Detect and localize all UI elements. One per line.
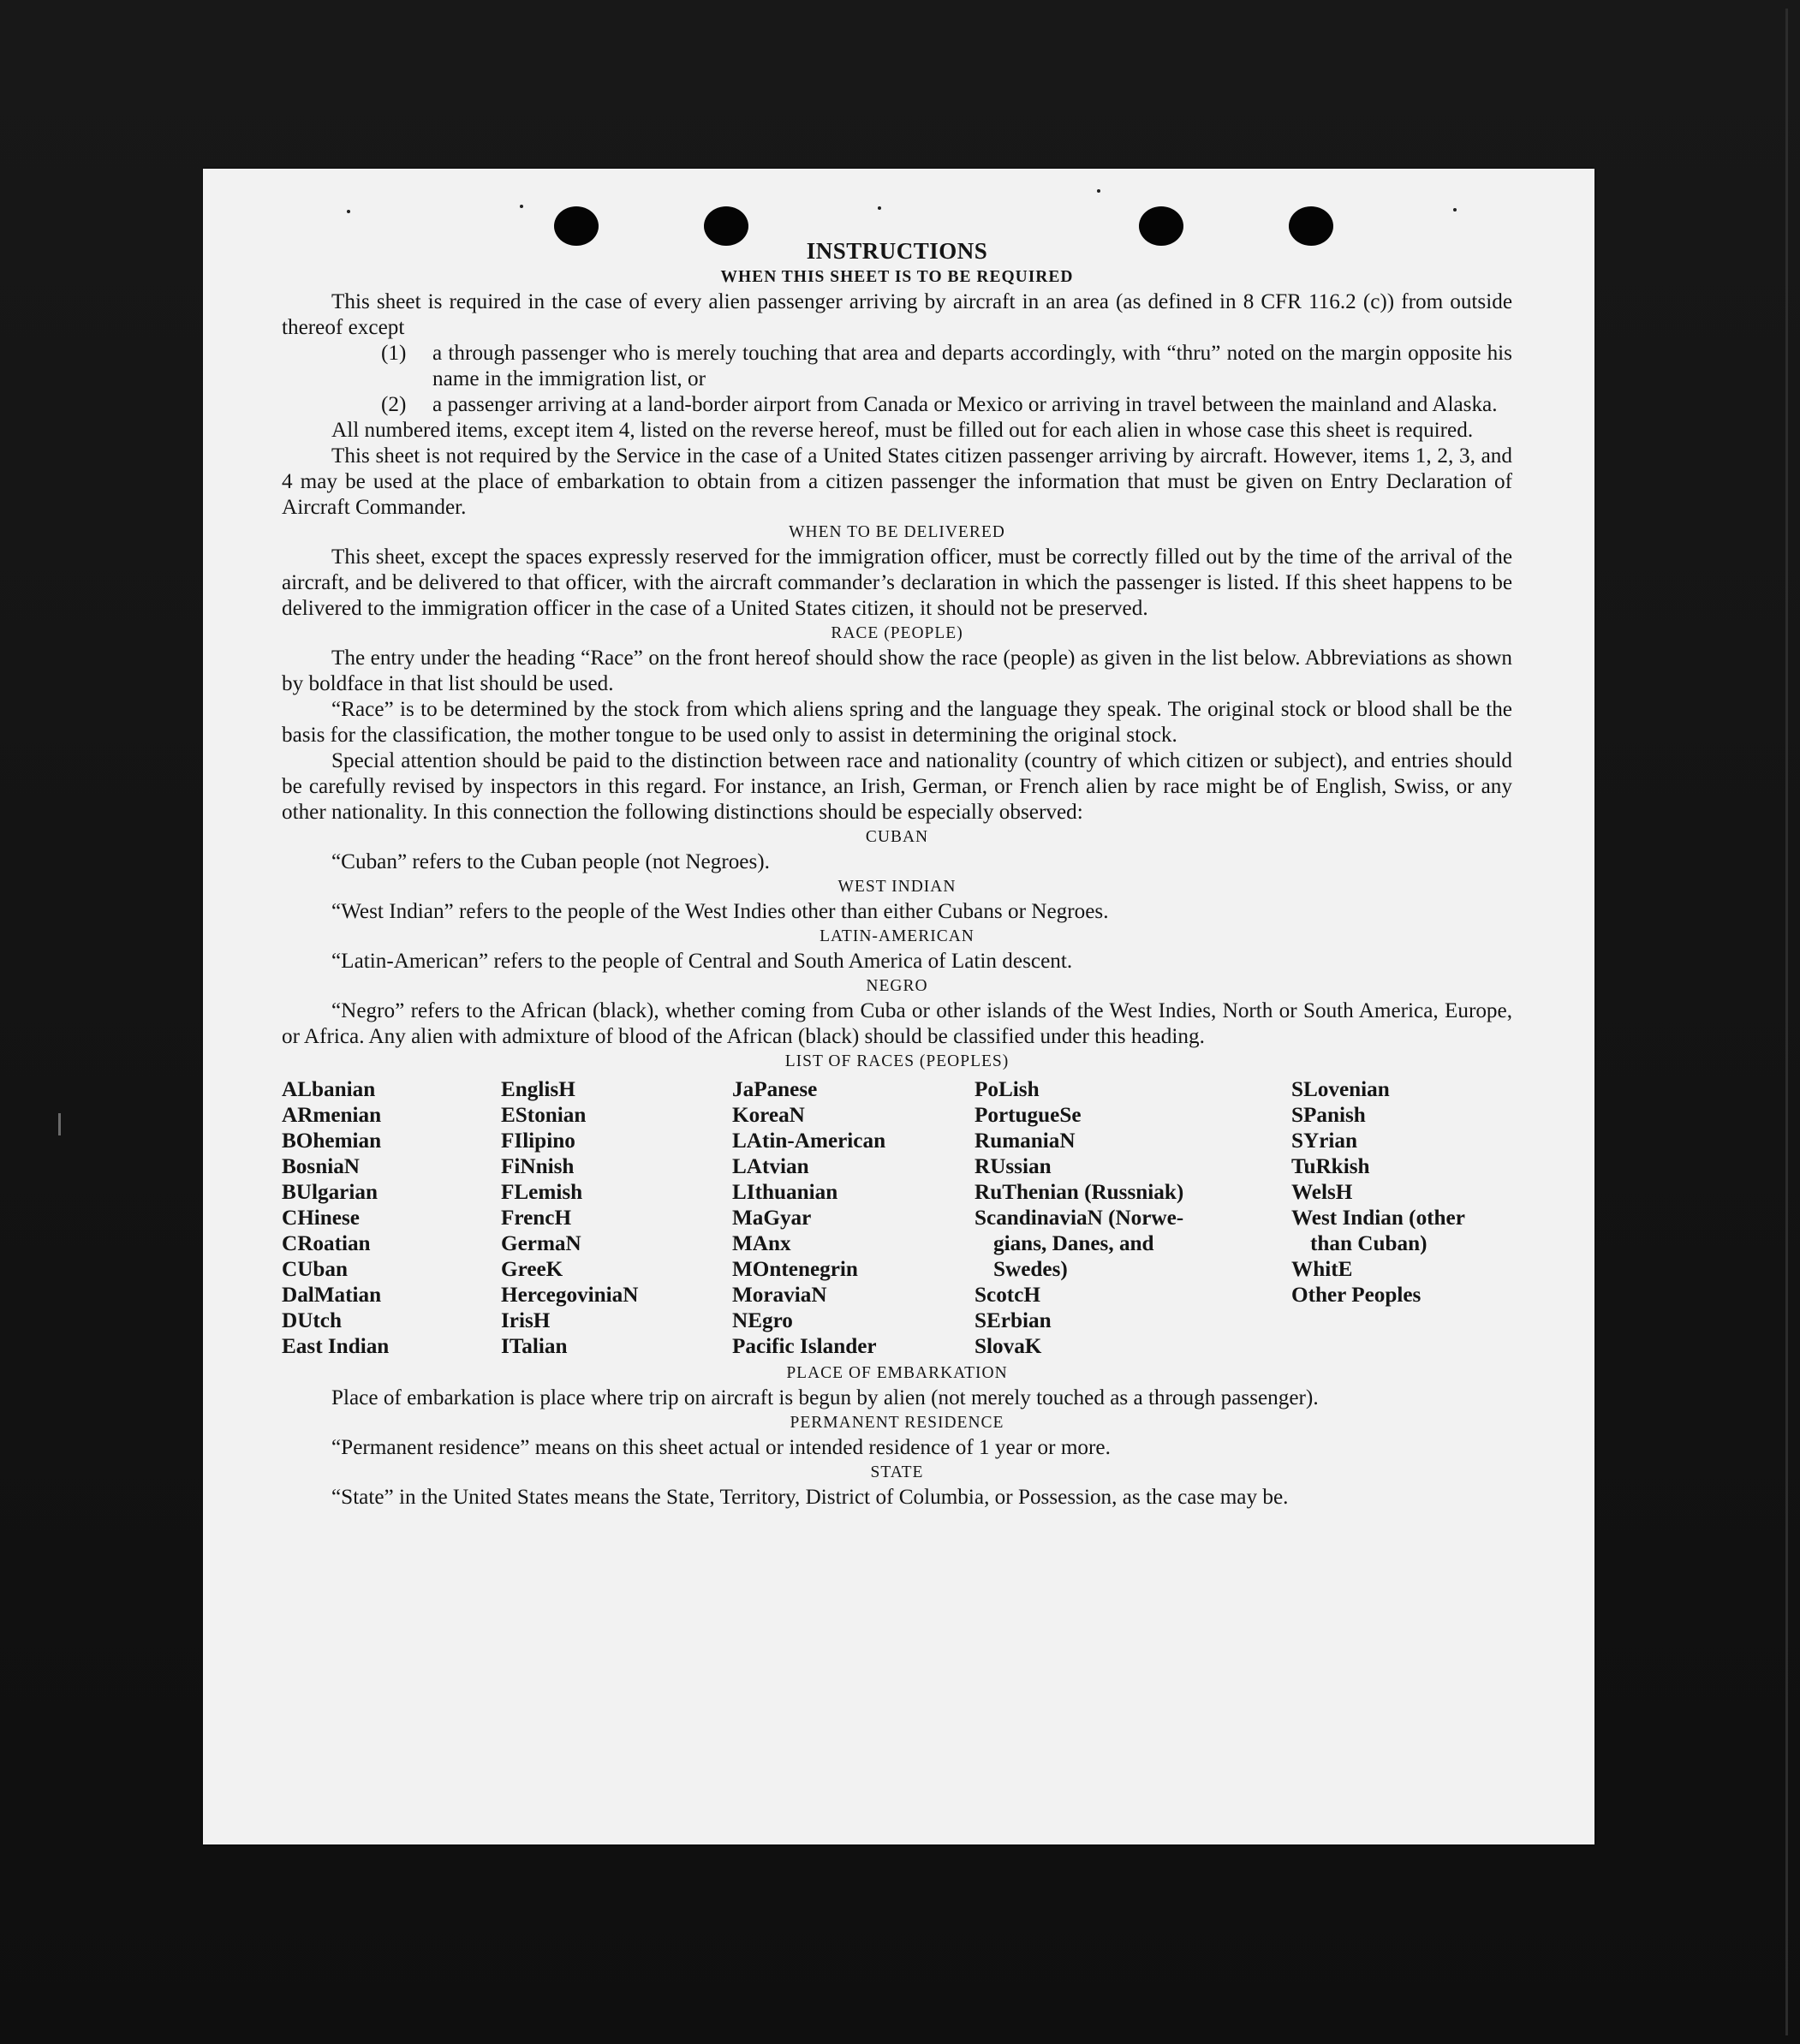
paragraph-embarkation: Place of embarkation is place where trip on aircraft is begun by alien (not merely touched as a through passenger). — [331, 1386, 1319, 1409]
race-entry: RumaniaN — [975, 1129, 1076, 1153]
paragraph-numbered-items: All numbered items, except item 4, listed on the reverse hereof, must be filled out for each alien in whose case this sheet is required. — [331, 419, 1474, 442]
race-entry: IrisH — [501, 1309, 551, 1332]
races-column — [282, 1077, 501, 1360]
races-column — [975, 1077, 1291, 1360]
race-entry: MAnx — [732, 1232, 791, 1255]
heading-negro: NEGRO — [866, 977, 928, 995]
race-entry: GreeK — [501, 1258, 563, 1281]
race-entry: ScotcH — [975, 1284, 1040, 1307]
paragraph-negro: “Negro” refers to the African (black), whether coming from Cuba or other islands of the West Indies, North or South America, Europe, or Africa. Any alien with admixture of blood of the African (black) should be classified under this heading. — [282, 999, 1512, 1048]
item-text: a through passenger who is merely touching that area and departs accordingly, with “thru” noted on the margin opposite his name in the immigration list, or — [432, 342, 1512, 390]
paragraph-west-indian: “West Indian” refers to the people of the West Indies other than either Cubans or Negroes. — [331, 900, 1109, 923]
race-entry: GermaN — [501, 1232, 581, 1255]
race-entry: CUban — [282, 1258, 348, 1281]
race-entry: SLovenian — [1291, 1078, 1390, 1101]
exception-item — [282, 392, 1512, 418]
heading-races-list: LIST OF RACES (PEOPLES) — [784, 1052, 1010, 1070]
item-number: (2) — [381, 393, 407, 416]
race-entry: LAtvian — [732, 1155, 809, 1178]
paragraph-race-stock: “Race” is to be determined by the stock from which aliens spring and the language they speak. The original stock or blood shall be the basis for the classification, the mother tongue to be used only to assist in determining the original stock. — [282, 698, 1512, 747]
heading-embarkation: PLACE OF EMBARKATION — [786, 1364, 1008, 1382]
race-entry: TuRkish — [1291, 1155, 1370, 1178]
races-column — [1291, 1077, 1512, 1360]
frame-edge — [1785, 9, 1788, 2035]
paragraph-race-nationality: Special attention should be paid to the distinction between race and nationality (country of which citizen or subject), and entries should be carefully revised by inspectors in this regard. For instance, an Irish, German, or French alien by race might be of English, Swiss, or any other nationality. In this connection the following distinctions should be especially observed: — [282, 749, 1512, 824]
paragraph-residence: “Permanent residence” means on this sheet actual or intended residence of 1 year or more. — [331, 1436, 1111, 1459]
race-entry: MaGyar — [732, 1207, 812, 1230]
race-entry: WelsH — [1291, 1181, 1353, 1204]
race-entry: ITalian — [501, 1335, 568, 1358]
race-entry: RUssian — [975, 1155, 1052, 1178]
race-entry-continued: than Cuban) — [1310, 1232, 1427, 1255]
race-entry-continued: gians, Danes, and — [993, 1232, 1154, 1255]
heading-state: STATE — [870, 1463, 924, 1481]
paragraph-citizen: This sheet is not required by the Service in the case of a United States citizen passenger arriving by aircraft. However, items 1, 2, 3, and 4 may be used at the place of embarkation to obtain from a citizen passenger the information that must be given on Entry Declaration of Aircraft Commander. — [282, 444, 1512, 519]
instructions-text — [282, 236, 1512, 1511]
frame-mark — [58, 1113, 61, 1135]
race-entry: SErbian — [975, 1309, 1052, 1332]
paragraph-requirement: This sheet is required in the case of every alien passenger arriving by aircraft in an area (as defined in 8 CFR 116.2 (c)) from outside thereof except — [282, 290, 1512, 339]
race-entry: NEgro — [732, 1309, 793, 1332]
race-entry: SlovaK — [975, 1335, 1042, 1358]
race-entry: EnglisH — [501, 1078, 575, 1101]
race-entry: DUtch — [282, 1309, 342, 1332]
race-entry: FiNnish — [501, 1155, 575, 1178]
race-entry: FrencH — [501, 1207, 572, 1230]
race-entry: DalMatian — [282, 1284, 382, 1307]
item-number: (1) — [381, 342, 407, 365]
races-column — [732, 1077, 975, 1360]
race-entry: CHinese — [282, 1207, 360, 1230]
race-entry: LIthuanian — [732, 1181, 838, 1204]
heading-when-required: WHEN THIS SHEET IS TO BE REQUIRED — [720, 268, 1074, 286]
race-entry-continued: Swedes) — [993, 1258, 1068, 1281]
paragraph-race-entry: The entry under the heading “Race” on the front hereof should show the race (people) as given in the list below. Abbreviations as shown by boldface in that list should be used. — [282, 647, 1512, 695]
race-entry: Pacific Islander — [732, 1335, 877, 1358]
race-entry: ScandinaviaN (Norwe- — [975, 1207, 1184, 1230]
race-entry: WhitE — [1291, 1258, 1353, 1281]
race-entry: MoraviaN — [732, 1284, 827, 1307]
race-entry: Other Peoples — [1291, 1284, 1422, 1307]
heading-west-indian: WEST INDIAN — [837, 878, 957, 896]
scan-speck — [1097, 189, 1100, 193]
race-entry: RuThenian (Russniak) — [975, 1181, 1184, 1204]
paragraph-state: “State” in the United States means the State, Territory, District of Columbia, or Possession, as the case may be. — [331, 1486, 1289, 1509]
scan-speck — [878, 206, 881, 210]
race-entry: PoLish — [975, 1078, 1040, 1101]
paragraph-cuban: “Cuban” refers to the Cuban people (not Negroes). — [331, 850, 770, 873]
paragraph-latin-american: “Latin-American” refers to the people of Central and South America of Latin descent. — [331, 950, 1073, 973]
race-entry: HercegoviniaN — [501, 1284, 639, 1307]
race-entry: LAtin-American — [732, 1129, 886, 1153]
heading-residence: PERMANENT RESIDENCE — [790, 1414, 1004, 1432]
scan-speck — [1453, 208, 1457, 212]
scan-speck — [347, 210, 350, 213]
race-entry: ALbanian — [282, 1078, 376, 1101]
race-entry: West Indian (other — [1291, 1207, 1465, 1230]
race-entry: BUlgarian — [282, 1181, 378, 1204]
heading-latin-american: LATIN-AMERICAN — [820, 927, 975, 945]
exception-item — [282, 341, 1512, 392]
race-entry: BosniaN — [282, 1155, 360, 1178]
race-entry: FLemish — [501, 1181, 583, 1204]
heading-when-delivered: WHEN TO BE DELIVERED — [789, 523, 1005, 541]
race-entry: JaPanese — [732, 1078, 818, 1101]
document-page — [203, 169, 1594, 1844]
paragraph-delivery: This sheet, except the spaces expressly reserved for the immigration officer, must be correctly filled out by the time of the arrival of the aircraft, and be delivered to that officer, with the aircraft commander’s declaration in which the passenger is listed. If this sheet happens to be delivered to the immigration officer in the case of a United States citizen, it should not be preserved. — [282, 545, 1512, 620]
race-entry: CRoatian — [282, 1232, 371, 1255]
race-entry: ARmenian — [282, 1104, 382, 1127]
race-entry: EStonian — [501, 1104, 587, 1127]
race-entry: SPanish — [1291, 1104, 1366, 1127]
heading-race: RACE (PEOPLE) — [831, 624, 963, 642]
item-text: a passenger arriving at a land-border airport from Canada or Mexico or arriving in travel between the mainland and Alaska. — [432, 393, 1498, 416]
race-entry: BOhemian — [282, 1129, 382, 1153]
race-entry: MOntenegrin — [732, 1258, 858, 1281]
race-entry: East Indian — [282, 1335, 390, 1358]
heading-cuban: CUBAN — [865, 828, 929, 846]
race-entry: PortugueSe — [975, 1104, 1082, 1127]
races-list — [282, 1077, 1512, 1360]
race-entry: SYrian — [1291, 1129, 1357, 1153]
race-entry: FIlipino — [501, 1129, 575, 1153]
race-entry: KoreaN — [732, 1104, 805, 1127]
scan-speck — [520, 205, 523, 208]
page-title: INSTRUCTIONS — [806, 238, 988, 264]
races-column — [501, 1077, 732, 1360]
